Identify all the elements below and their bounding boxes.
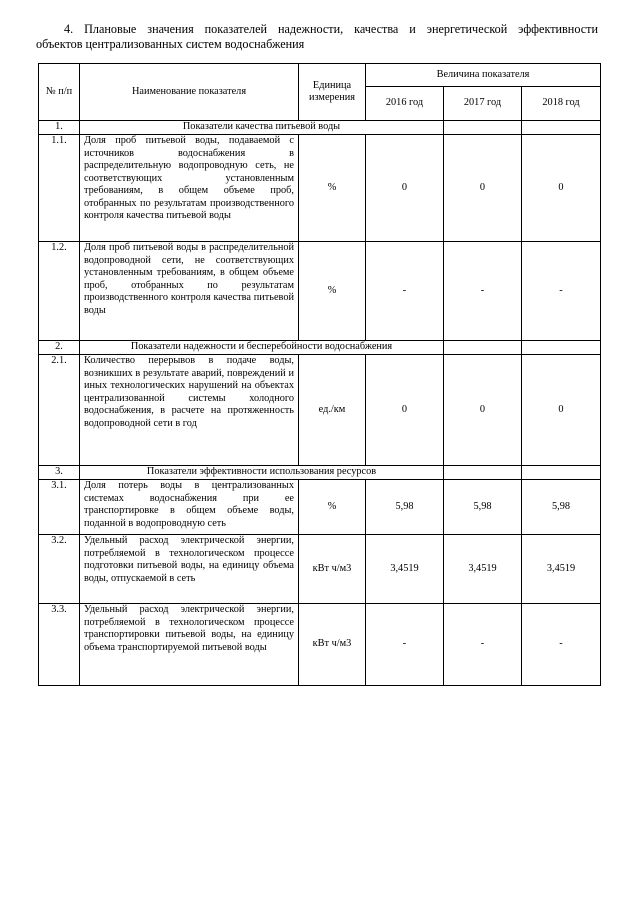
table-row <box>39 242 601 341</box>
header-value-group: Величина показателя <box>366 64 601 87</box>
value-2018: - <box>522 604 601 686</box>
row-num: 3.1. <box>39 480 80 535</box>
row-num: 3.2. <box>39 535 80 604</box>
unit-cell: кВт ч/м3 <box>299 535 366 604</box>
header-name: Наименование показателя <box>80 64 299 121</box>
unit-cell: ед./км <box>299 355 366 466</box>
table-row <box>39 480 601 535</box>
table-row <box>39 135 601 242</box>
section-title: Показатели надежности и бесперебойности водоснабжения <box>80 341 444 355</box>
table-row <box>39 355 601 466</box>
section-row <box>39 466 601 480</box>
row-num: 2.1. <box>39 355 80 466</box>
indicator-name: Доля проб питьевой воды, подаваемой с источников водоснабжения в распределительную водопроводную сеть, не соответствующих установленным требованиям, в общем объеме проб, отобранных по результатам производственного контроля качества питьевой воды <box>80 135 299 242</box>
row-num: 3.3. <box>39 604 80 686</box>
heading-line-1: 4. Плановые значения показателей надежности, качества и энергетической эффективности <box>64 22 598 36</box>
section-row <box>39 121 601 135</box>
value-2017: 0 <box>444 135 522 242</box>
indicator-name: Удельный расход электрической энергии, потребляемой в технологическом процессе подготовки питьевой воды, на единицу объема воды, отпускаемой в сеть <box>80 535 299 604</box>
empty-cell <box>522 341 601 355</box>
value-2018: 5,98 <box>522 480 601 535</box>
indicators-table <box>38 63 601 686</box>
section-title: Показатели эффективности использования ресурсов <box>80 466 444 480</box>
value-2016: - <box>366 604 444 686</box>
row-num: 3. <box>39 466 80 480</box>
indicator-name: Доля проб питьевой воды в распределительной водопроводной сети, не соответствующих установленным требованиям, в общем объеме проб, отобранных по результатам производственного контроля качества питьевой воды <box>80 242 299 341</box>
value-2018: 0 <box>522 355 601 466</box>
row-num: 1.2. <box>39 242 80 341</box>
unit-cell: % <box>299 135 366 242</box>
value-2017: 0 <box>444 355 522 466</box>
value-2016: - <box>366 242 444 341</box>
value-2017: - <box>444 242 522 341</box>
empty-cell <box>444 121 522 135</box>
section-row <box>39 341 601 355</box>
empty-cell <box>444 466 522 480</box>
value-2016: 3,4519 <box>366 535 444 604</box>
value-2018: 3,4519 <box>522 535 601 604</box>
unit-cell: кВт ч/м3 <box>299 604 366 686</box>
value-2016: 5,98 <box>366 480 444 535</box>
document-heading <box>36 22 598 52</box>
value-2018: - <box>522 242 601 341</box>
empty-cell <box>522 466 601 480</box>
row-num: 2. <box>39 341 80 355</box>
indicator-name: Удельный расход электрической энергии, потребляемой в технологическом процессе транспортировки питьевой воды, на единицу объема транспортируемой питьевой воды <box>80 604 299 686</box>
value-2016: 0 <box>366 135 444 242</box>
value-2017: - <box>444 604 522 686</box>
value-2018: 0 <box>522 135 601 242</box>
heading-line-2: объектов централизованных систем водоснабжения <box>36 37 305 51</box>
header-year-2017: 2017 год <box>444 87 522 121</box>
row-num: 1.1. <box>39 135 80 242</box>
unit-cell: % <box>299 480 366 535</box>
value-2016: 0 <box>366 355 444 466</box>
header-num: № п/п <box>39 64 80 121</box>
value-2017: 5,98 <box>444 480 522 535</box>
indicator-name: Доля потерь воды в централизованных системах водоснабжения при ее транспортировке в общем объеме воды, поданной в водопроводную сеть <box>80 480 299 535</box>
header-unit: Единица измерения <box>299 64 366 121</box>
empty-cell <box>444 341 522 355</box>
header-year-2018: 2018 год <box>522 87 601 121</box>
table-row <box>39 535 601 604</box>
value-2017: 3,4519 <box>444 535 522 604</box>
header-year-2016: 2016 год <box>366 87 444 121</box>
table-row <box>39 604 601 686</box>
unit-cell: % <box>299 242 366 341</box>
indicator-name: Количество перерывов в подаче воды, возникших в результате аварий, повреждений и иных технологических нарушений на объектах централизованной системы холодного водоснабжения, в расчете на протяженность водопроводной сети в год <box>80 355 299 466</box>
row-num: 1. <box>39 121 80 135</box>
section-title: Показатели качества питьевой воды <box>80 121 444 135</box>
empty-cell <box>522 121 601 135</box>
